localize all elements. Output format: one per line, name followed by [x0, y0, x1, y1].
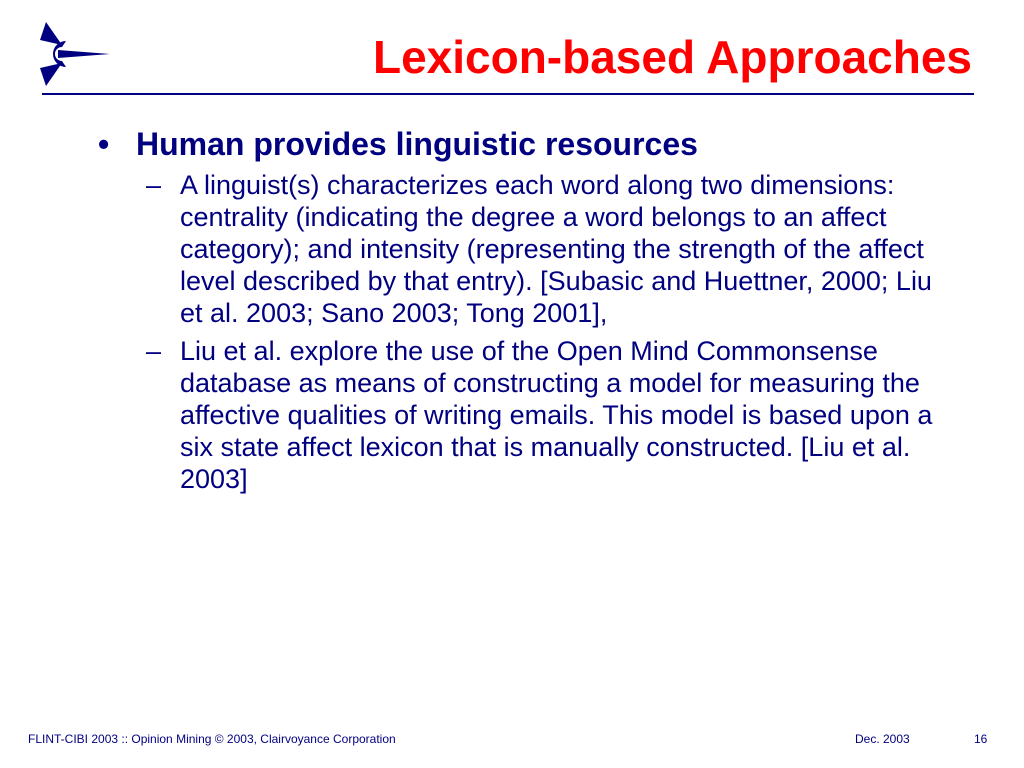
clairvoyance-logo-icon — [40, 22, 112, 86]
sub-bullet-item — [146, 169, 958, 329]
dash-icon: – — [146, 170, 162, 200]
footer-date: Dec. 2003 — [855, 732, 910, 746]
slide-title: Lexicon-based Approaches — [372, 31, 972, 83]
title-divider — [42, 93, 974, 95]
sub-bullet-text: A linguist(s) characterizes each word along two dimensions: centrality (indicating the degree a word belongs to an affect category); and intensity (representing the strength of the affect level described by that entry). [Subasic and Huettner, 2000; Liu et al. 2003; Sano 2003; Tong 2001], — [180, 170, 932, 328]
main-bullet-text: Human provides linguistic resources — [136, 126, 698, 162]
main-bullet — [98, 125, 958, 163]
footer-copyright: FLINT-CIBI 2003 :: Opinion Mining © 2003, Clairvoyance Corporation — [28, 732, 396, 746]
sub-bullet-text: Liu et al. explore the use of the Open Mind Commonsense database as means of constructing a model for measuring the affective qualities of writing emails. This model is based upon a six state affect lexicon that is manually constructed. [Liu et al. 2003] — [180, 336, 933, 494]
slide-content — [98, 125, 958, 501]
page-number: 16 — [974, 732, 988, 746]
sub-bullet-item — [146, 335, 958, 495]
dash-icon: – — [146, 336, 162, 366]
sub-bullet-list — [146, 169, 958, 495]
bullet-icon: • — [98, 126, 110, 162]
